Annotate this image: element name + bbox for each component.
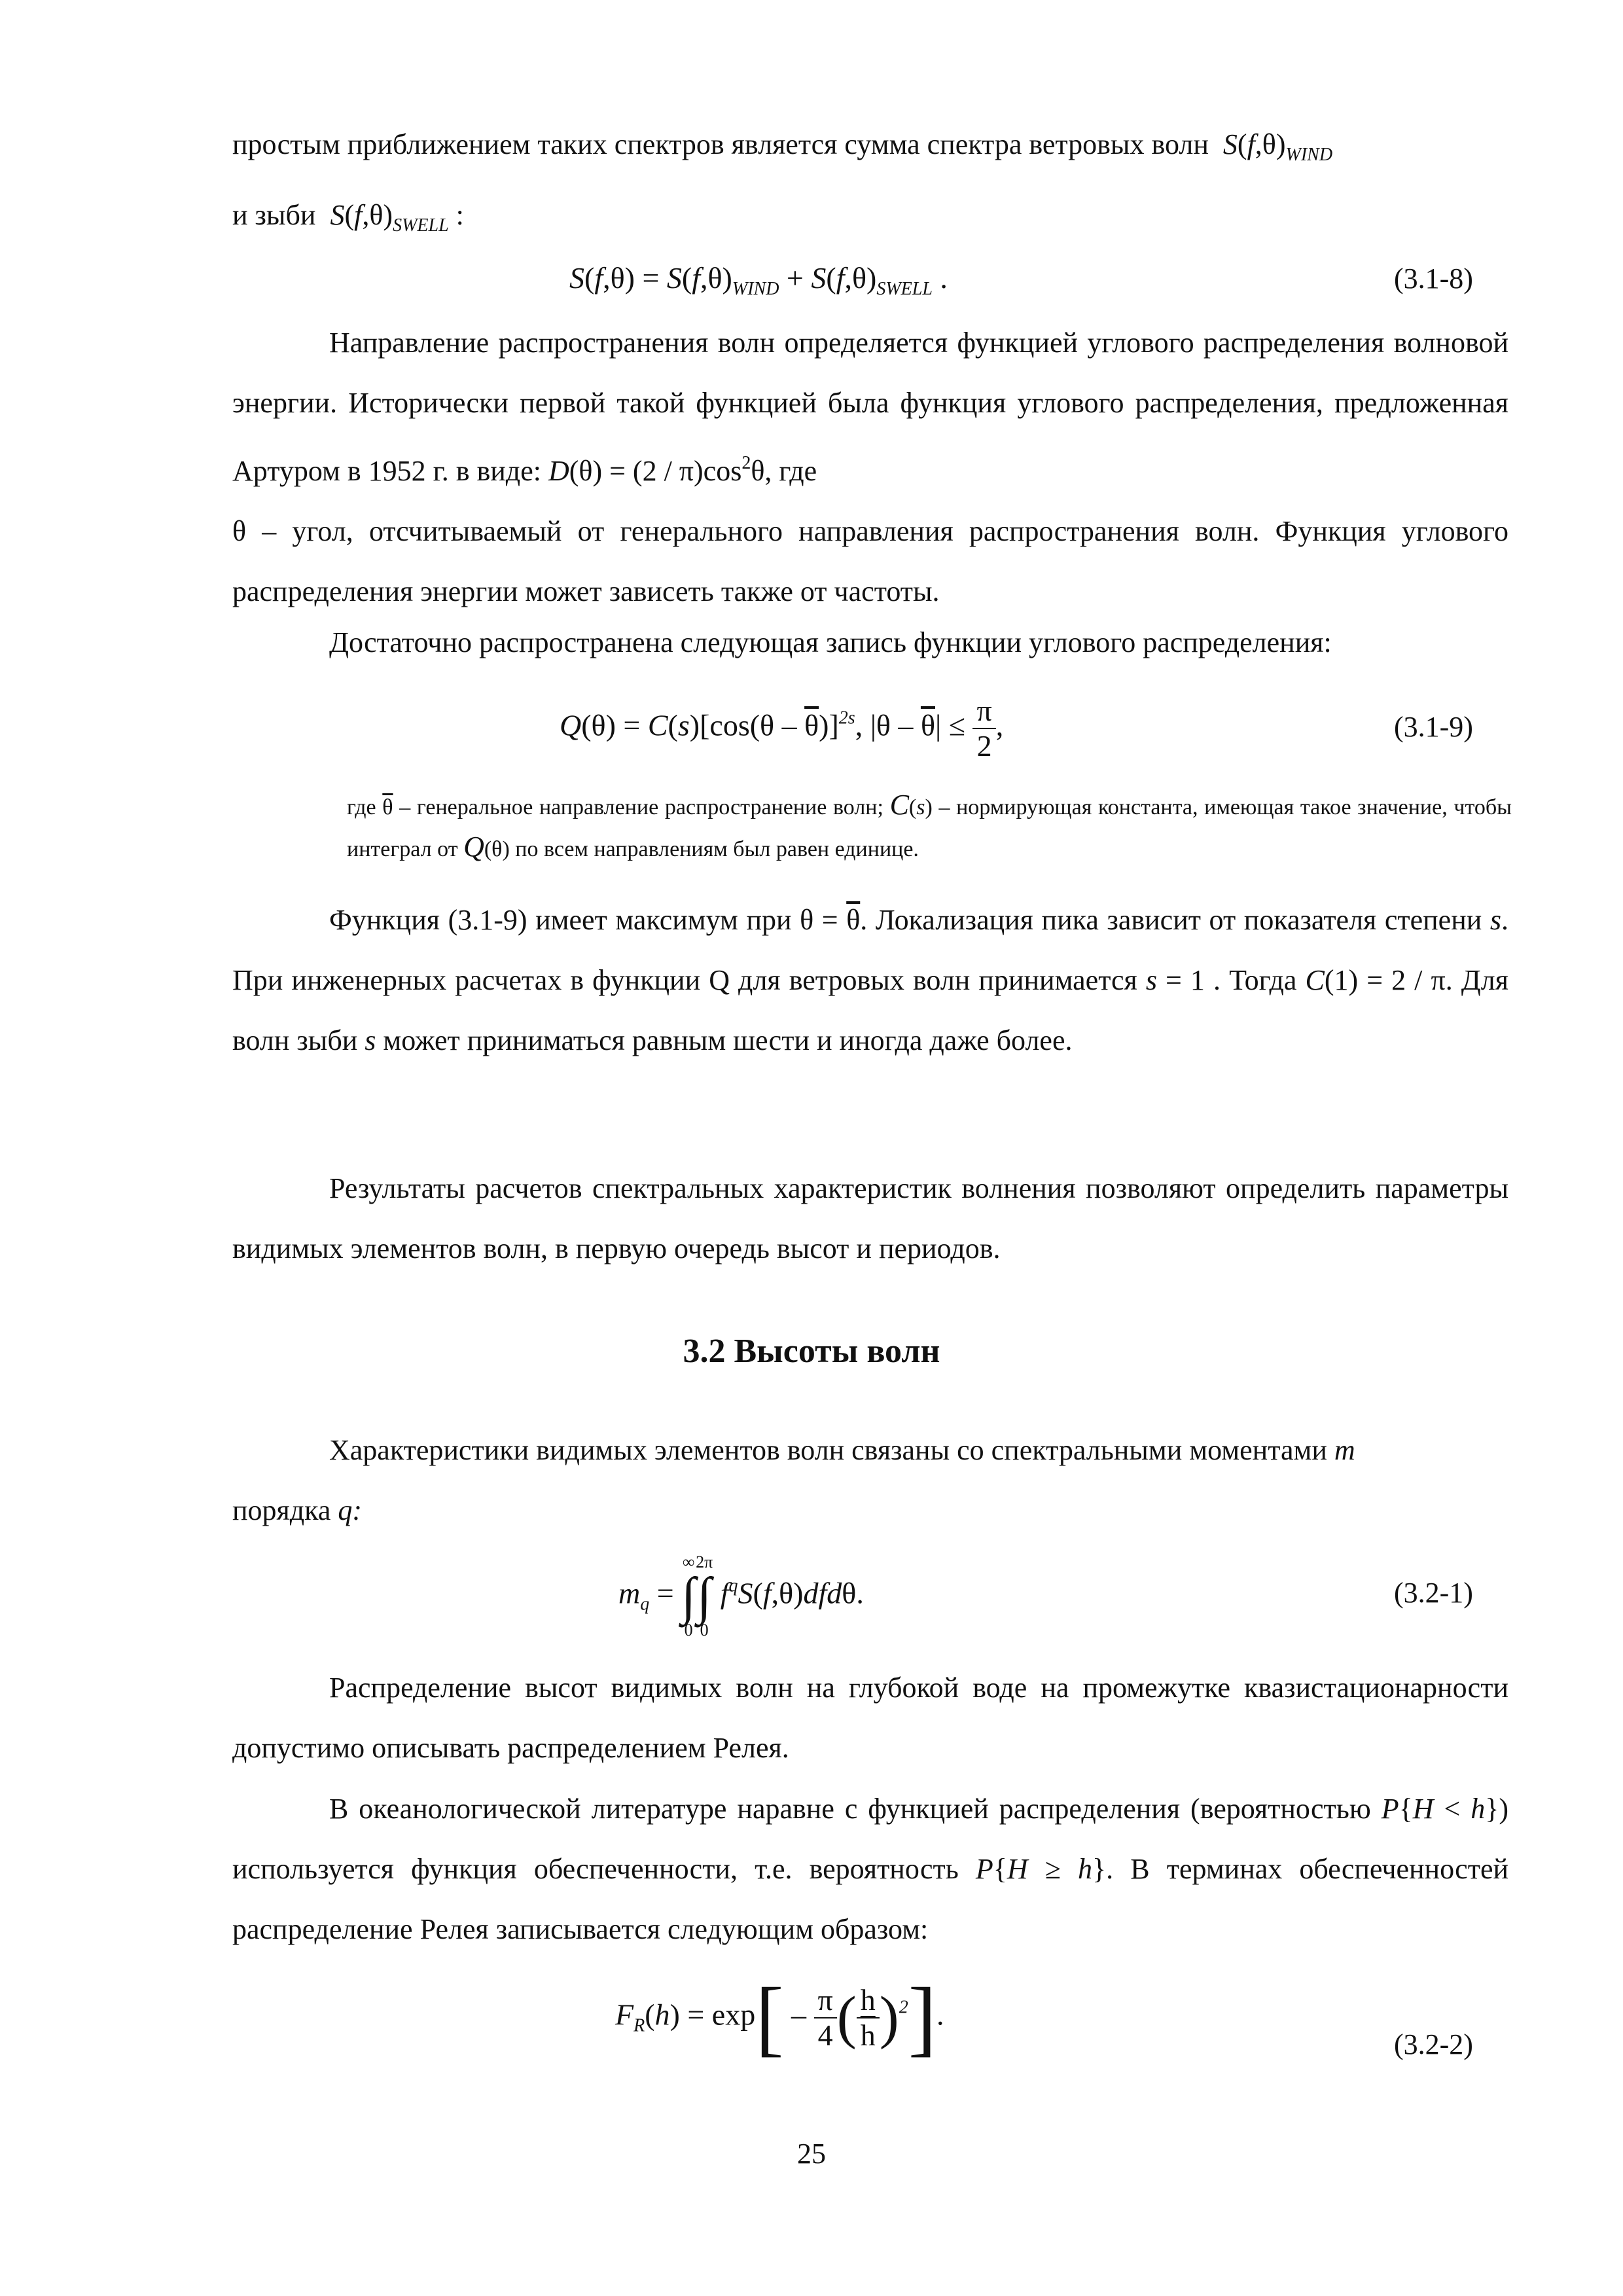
- maximum-text-a: Функция (3.1-9) имеет максимум при: [329, 904, 792, 936]
- exceedance-text-c: В терминах обеспеченностей распределение Релея записывается следующим образом:: [232, 1853, 1509, 1945]
- maximum-text-f: может приниматься равным шести и иногда даже более.: [383, 1024, 1073, 1056]
- exceedance-paragraph: В океанологической литературе наравне с функцией распределения (вероятностью P{H < h}) используется функция обеспеченности, т.е. вероятность P{H ≥ h}. В терминах обеспеченностей распределение Релея записывается следующим образом:: [232, 1793, 1509, 1945]
- maximum-text-b: Локализация пика зависит от показателя степени: [875, 904, 1482, 936]
- equation-3-2-1: $m_q$ = ∞ ∫ 0 2π ∫ 0 $f^qS(f,\theta)dfd\theta$.: [618, 1552, 864, 1640]
- distribution-text: Достаточно распространена следующая запись функции углового распределения:: [329, 626, 1332, 658]
- rayleigh-text: Распределение высот видимых волн на глубокой воде на промежутке квазистационарности допустимо описывать распределением Релея.: [232, 1672, 1508, 1764]
- note-c-def: – нормирующая константа, имеющая такое значение, чтобы интеграл от: [347, 795, 1512, 861]
- maximum-text-d: Тогда: [1229, 964, 1297, 996]
- equation-number: (3.1-8): [1394, 262, 1473, 295]
- intro-line-2: и зыби: [232, 199, 316, 231]
- exceedance-text-a: В океанологической литературе наравне с функцией распределения (вероятностью: [329, 1793, 1371, 1825]
- moments-paragraph: Характеристики видимых элементов волн связаны со спектральными моментами m порядка q:: [232, 1434, 1355, 1526]
- formula-note: где $\overline{\theta}$ – генеральное направление распространение волн; C(s) – нормирующая константа, имеющая такое значение, чтобы интеграл от Q(θ) по всем направлениям был равен единице.: [347, 789, 1512, 863]
- maximum-paragraph: Функция (3.1-9) имеет максимум при $\theta = \overline{\theta}$. Локализация пика зависит от показателя степени s. При инженерных расчетах в функции Q для ветровых волн принимается s = 1 . Тогда C(1) = 2 / π. Для волн зыби s может приниматься равным шести и иногда даже более.: [232, 904, 1509, 1056]
- equation-3-2-2: $F_R(h) = \exp$[ – $\frac{\pi}{4}$ ( $\frac{h}{h}$ )$^2$].: [615, 1971, 944, 2065]
- note-theta-def: – генеральное направление распространение волн;: [399, 795, 883, 819]
- note-where: где: [347, 795, 376, 819]
- results-paragraph: [232, 1158, 1508, 1279]
- theta-definition: θ – угол, отсчитываемый от генерального направления распространения волн. Функция углового распределения энергии может зависеть также от частоты.: [232, 515, 1508, 607]
- intro-line-1: простым приближением таких спектров является сумма спектра ветровых волн: [232, 128, 1209, 160]
- results-text: Результаты расчетов спектральных характеристик волнения позволяют определить параметры видимых элементов волн, в первую очередь высот и периодов.: [232, 1172, 1508, 1265]
- equation-number: (3.1-9): [1394, 711, 1473, 743]
- maximum-text-c: При инженерных расчетах в функции Q для ветровых волн принимается: [232, 964, 1137, 996]
- moments-order: порядка: [232, 1494, 331, 1526]
- section-heading: 3.2 Высоты волн: [683, 1333, 940, 1370]
- page-number: 25: [797, 2138, 826, 2170]
- equation-number: (3.2-1): [1394, 1577, 1473, 1609]
- direction-tail: где: [779, 455, 817, 487]
- direction-paragraph: Направление распространения волн определяется функцией углового распределения волновой энергии. Исторически первой такой функцией была функция углового распределения, предложенная Артуром в 1952 г. в виде: $D(\theta) = (2 / \pi)\cos^2\theta$, где θ – угол, отсчитываемый от генерального направления распространения волн. Функция углового распределения энергии может зависеть также от частоты.: [232, 313, 1508, 622]
- distribution-paragraph: [232, 613, 1508, 673]
- rayleigh-paragraph: [232, 1658, 1508, 1778]
- equation-number: (3.2-2): [1394, 2028, 1473, 2060]
- equation-3-1-8: $S(f,\theta) = S(f,\theta)_{WIND} + S(f,\theta)_{SWELL}$ .: [569, 261, 948, 299]
- equation-3-1-9: $Q(\theta) = C(s)[\cos(\theta - \overline{\theta})]^{2s}$, $|\theta - \overline{\theta}|$ ≤ $\frac{\pi}{2}$ ,: [560, 694, 1004, 762]
- note-tail: по всем направлениям был равен единице.: [515, 837, 919, 861]
- maximum-text-e: Для волн зыби: [232, 964, 1508, 1056]
- intro-paragraph: простым приближением таких спектров является сумма спектра ветровых волн $S(f,\theta)_{WIND}$ и зыби $S(f,\theta)_{SWELL}$ :: [232, 128, 1333, 236]
- direction-text: Направление распространения волн определяется функцией углового распределения волновой энергии. Исторически первой такой функцией была функция углового распределения, предложенная Артуром в 1952 г. в виде:: [232, 327, 1508, 487]
- exceedance-text-b: используется функция обеспеченности, т.е. вероятность: [232, 1853, 959, 1885]
- moments-text: Характеристики видимых элементов волн связаны со спектральными моментами: [329, 1434, 1327, 1466]
